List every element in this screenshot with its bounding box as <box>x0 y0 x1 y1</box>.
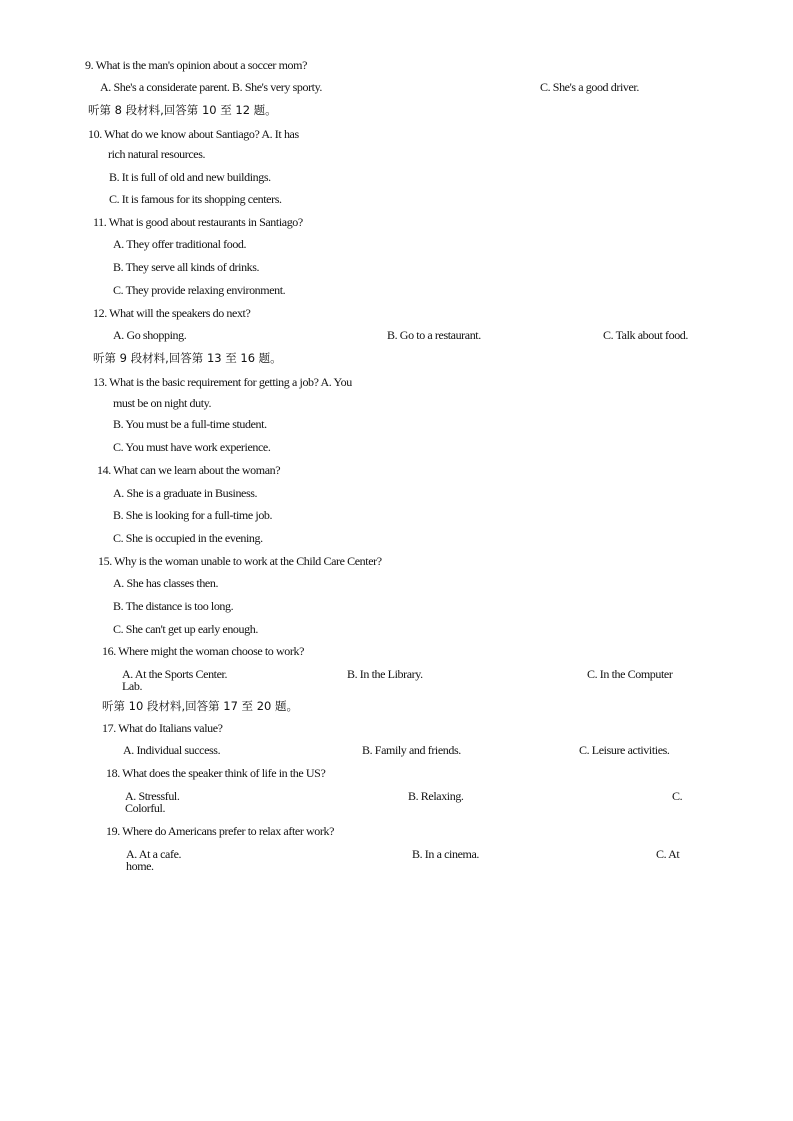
question-10-option-c: C. It is famous for its shopping centers. <box>109 192 282 206</box>
question-11-option-c: C. They provide relaxing environment. <box>113 283 286 297</box>
question-19-option-c-cont: home. <box>126 859 154 873</box>
question-9-stem: 9. What is the man's opinion about a soccer mom? <box>85 58 308 72</box>
question-10-option-b: B. It is full of old and new buildings. <box>109 170 271 184</box>
question-13-option-b: B. You must be a full-time student. <box>113 417 267 431</box>
question-15-option-a: A. She has classes then. <box>113 576 219 590</box>
question-14-stem: 14. What can we learn about the woman? <box>97 463 281 477</box>
question-15-stem: 15. Why is the woman unable to work at the Child Care Center? <box>98 554 382 568</box>
question-14-option-c: C. She is occupied in the evening. <box>113 531 263 545</box>
question-18-option-a: A. Stressful. <box>125 789 180 803</box>
question-9-options-ab: A. She's a considerate parent. B. She's very sporty. <box>100 80 323 94</box>
question-15-option-b: B. The distance is too long. <box>113 599 234 613</box>
question-9-option-c: C. She's a good driver. <box>540 80 639 94</box>
question-12-option-c: C. Talk about food. <box>603 328 688 342</box>
question-13-stem: 13. What is the basic requirement for getting a job? A. You <box>93 375 352 389</box>
question-14-option-a: A. She is a graduate in Business. <box>113 486 258 500</box>
question-13-option-a-cont: must be on night duty. <box>113 396 212 410</box>
question-19-option-c: C. At <box>656 847 680 861</box>
question-19-option-a: A. At a cafe. <box>126 847 182 861</box>
question-16-option-a: A. At the Sports Center. <box>122 667 228 681</box>
question-18-option-c: C. <box>672 789 683 803</box>
question-16-option-c: C. In the Computer <box>587 667 673 681</box>
question-16-option-c-cont: Lab. <box>122 679 143 693</box>
question-18-option-b: B. Relaxing. <box>408 789 464 803</box>
question-18-stem: 18. What does the speaker think of life in the US? <box>106 766 326 780</box>
question-14-option-b: B. She is looking for a full-time job. <box>113 508 273 522</box>
question-11-stem: 11. What is good about restaurants in Santiago? <box>93 215 303 229</box>
question-12-option-a: A. Go shopping. <box>113 328 187 342</box>
section-8-instruction: 听第 8 段材料,回答第 10 至 12 题。 <box>88 103 277 117</box>
question-10-option-a-cont: rich natural resources. <box>108 147 206 161</box>
question-15-option-c: C. She can't get up early enough. <box>113 622 258 636</box>
question-17-stem: 17. What do Italians value? <box>102 721 223 735</box>
question-13-option-c: C. You must have work experience. <box>113 440 271 454</box>
question-17-option-a: A. Individual success. <box>123 743 221 757</box>
question-18-option-c-cont: Colorful. <box>125 801 166 815</box>
question-12-stem: 12. What will the speakers do next? <box>93 306 251 320</box>
question-16-stem: 16. Where might the woman choose to work? <box>102 644 304 658</box>
question-12-option-b: B. Go to a restaurant. <box>387 328 481 342</box>
question-19-option-b: B. In a cinema. <box>412 847 479 861</box>
question-10-stem: 10. What do we know about Santiago? A. It has <box>88 127 299 141</box>
question-11-option-a: A. They offer traditional food. <box>113 237 247 251</box>
question-16-option-b: B. In the Library. <box>347 667 423 681</box>
question-17-option-c: C. Leisure activities. <box>579 743 670 757</box>
question-17-option-b: B. Family and friends. <box>362 743 461 757</box>
section-10-instruction: 听第 10 段材料,回答第 17 至 20 题。 <box>102 699 298 713</box>
question-19-stem: 19. Where do Americans prefer to relax after work? <box>106 824 334 838</box>
question-11-option-b: B. They serve all kinds of drinks. <box>113 260 260 274</box>
section-9-instruction: 听第 9 段材料,回答第 13 至 16 题。 <box>93 351 282 365</box>
